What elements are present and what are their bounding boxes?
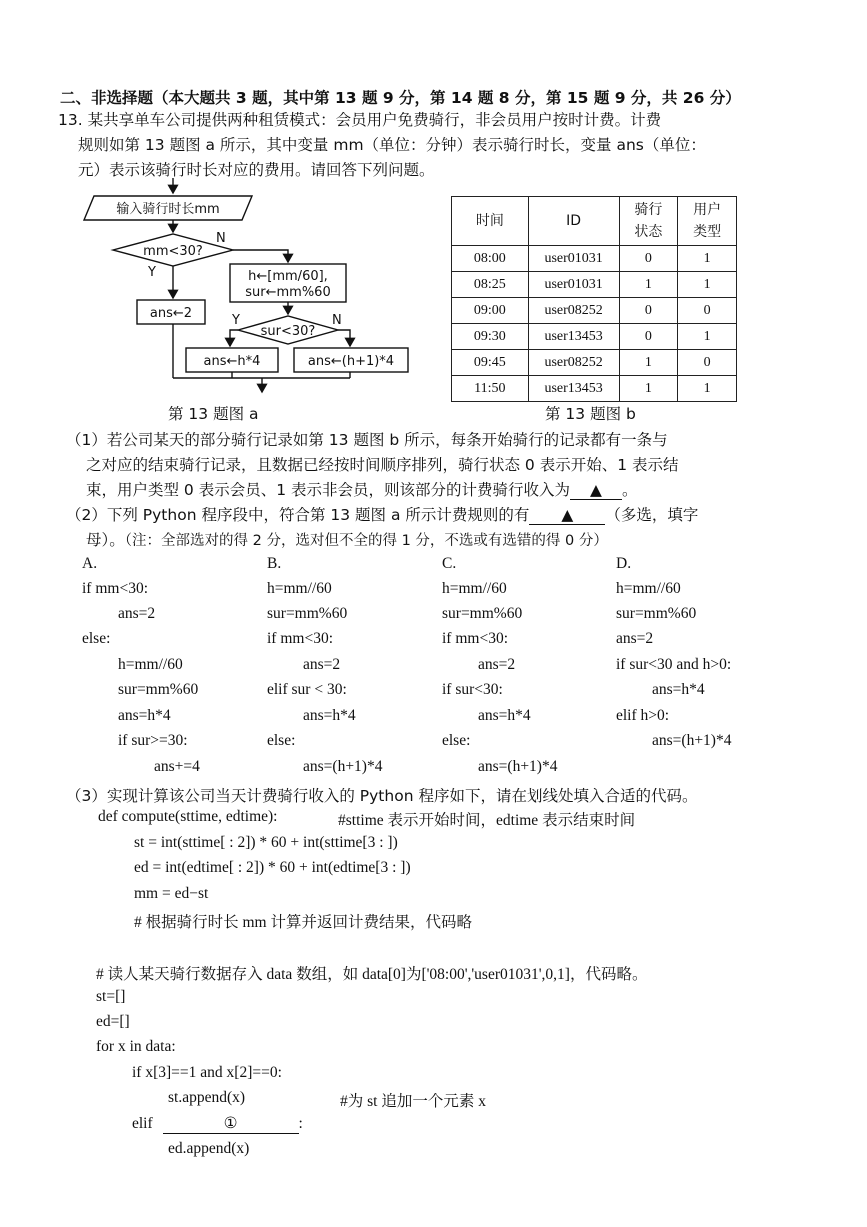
code-line: if x[3]==1 and x[2]==0: [132, 1064, 282, 1081]
ride-records-table [451, 196, 737, 402]
option-b-code-line: h=mm//60 [267, 580, 332, 597]
option-b-code-line: ans=(h+1)*4 [303, 758, 383, 775]
header-time: 时间 [452, 197, 529, 246]
part1-line3: 束，用户类型 0 表示会员、1 表示非会员，则该部分的计费骑行收入为 ▲ 。 [86, 481, 638, 499]
figure-b-caption: 第 13 题图 b [545, 405, 636, 423]
option-a-code-line: ans=2 [118, 605, 156, 622]
part1-answer-blank[interactable]: ▲ [570, 481, 622, 500]
header-user-type: 用户 类型 [678, 197, 737, 246]
option-b-code-line: ans=h*4 [303, 707, 356, 724]
flow-decision-2-text: sur<30? [260, 324, 316, 339]
code-comment-append: #为 st 追加一个元素 x [340, 1093, 486, 1110]
figure-a-caption: 第 13 题图 a [168, 405, 259, 423]
header-ride-status: 骑行 状态 [619, 197, 678, 246]
option-a-code-line: ans+=4 [154, 758, 200, 775]
option-c-code-line: ans=(h+1)*4 [478, 758, 558, 775]
flow-decision-1-text: mm<30? [143, 244, 203, 259]
part3-prompt: （3）实现计算该公司当天计费骑行收入的 Python 程序如下，请在划线处填入合适的代码。 [66, 787, 698, 805]
option-c-code-line: h=mm//60 [442, 580, 507, 597]
flow-process-line1: h←[mm/60], [248, 269, 328, 284]
option-b-code-line: elif sur < 30: [267, 681, 347, 698]
table-row: 09:00 user08252 0 0 [452, 298, 737, 324]
option-d-code-line: sur=mm%60 [616, 605, 697, 622]
code-line: st=[] [96, 988, 126, 1005]
option-c-code-line: ans=2 [478, 656, 516, 673]
code-line: for x in data: [96, 1038, 176, 1055]
part1-line1: （1）若公司某天的部分骑行记录如第 13 题图 b 所示，每条开始骑行的记录都有一条与 [66, 431, 668, 449]
code-ed-line: ed = int(edtime[ : 2]) * 60 + int(edtime[3 : ]) [134, 859, 411, 876]
option-c-label: C. [442, 555, 457, 572]
table-row: 09:45 user08252 1 0 [452, 350, 737, 376]
option-d-code-line: if sur<30 and h>0: [616, 656, 732, 673]
option-a-code-line: ans=h*4 [118, 707, 171, 724]
option-b-label: B. [267, 555, 282, 572]
table-row: 08:00 user01031 0 1 [452, 246, 737, 272]
q13-intro-line2: 规则如第 13 题图 a 所示，其中变量 mm（单位：分钟）表示骑行时长，变量 ans（单位： [78, 136, 706, 154]
code-blank-1[interactable]: ① [163, 1114, 299, 1134]
flow-assign-1-text: ans←2 [149, 306, 193, 321]
code-comment-1: # 根据骑行时长 mm 计算并返回计费结果，代码略 [134, 914, 472, 931]
option-b-code-line: ans=2 [303, 656, 341, 673]
option-d-label: D. [616, 555, 632, 572]
code-elif-line: elif ① : [132, 1115, 303, 1132]
flow-decision-1-yes-label: Y [148, 265, 156, 280]
header-id: ID [528, 197, 619, 246]
option-c-code-line: if mm<30: [442, 630, 509, 647]
option-d-code-line: ans=h*4 [652, 681, 705, 698]
option-d-code-line: ans=2 [616, 630, 654, 647]
option-b-code-line: if mm<30: [267, 630, 334, 647]
code-comment-2: # 读人某天骑行数据存入 data 数组，如 data[0]为['08:00','user01031',0,1]，代码略。 [96, 966, 648, 983]
table-row: 09:30 user13453 0 1 [452, 324, 737, 350]
option-c-code-line: ans=h*4 [478, 707, 531, 724]
option-c-code-line: if sur<30: [442, 681, 503, 698]
flow-assign-2-text: ans←h*4 [203, 354, 261, 369]
flow-assign-3-text: ans←(h+1)*4 [307, 354, 395, 369]
code-def-line: def compute(sttime, edtime): [98, 808, 278, 825]
flow-decision-2-no-label: N [332, 313, 342, 328]
option-c-code-line: sur=mm%60 [442, 605, 523, 622]
option-b-code-line: sur=mm%60 [267, 605, 348, 622]
q13-intro-line3: 元）表示该骑行时长对应的费用。请回答下列问题。 [78, 161, 435, 179]
option-c-code-line: else: [442, 732, 471, 749]
part1-line2: 之对应的结束骑行记录，且数据已经按时间顺序排列，骑行状态 0 表示开始、1 表示结 [86, 456, 679, 474]
table-header-row [452, 197, 737, 246]
option-d-code-line: ans=(h+1)*4 [652, 732, 732, 749]
flow-process-line2: sur←mm%60 [245, 285, 331, 300]
table-row: 11:50 user13453 1 1 [452, 376, 737, 402]
option-d-code-line: elif h>0: [616, 707, 670, 724]
code-line: ed=[] [96, 1013, 130, 1030]
flowchart-figure-a [80, 178, 430, 400]
part2-line1: （2）下列 Python 程序段中，符合第 13 题图 a 所示计费规则的有 ▲ （多选，填字 [66, 506, 699, 524]
table-row: 08:25 user01031 1 1 [452, 272, 737, 298]
flow-decision-2-yes-label: Y [232, 313, 240, 328]
part2-line2: 母）。（注：全部选对的得 2 分，选对但不全的得 1 分，不选或有选错的得 0 分） [86, 531, 608, 549]
code-st-line: st = int(sttime[ : 2]) * 60 + int(sttime[3 : ]) [134, 834, 398, 851]
q13-intro-line1: 13. 某共享单车公司提供两种租赁模式：会员用户免费骑行，非会员用户按时计费。计费 [58, 111, 662, 129]
code-line: st.append(x) [168, 1089, 246, 1106]
code-line: ed.append(x) [168, 1140, 250, 1157]
option-a-code-line: h=mm//60 [118, 656, 183, 673]
option-a-code-line: else: [82, 630, 111, 647]
option-d-code-line: h=mm//60 [616, 580, 681, 597]
option-b-code-line: else: [267, 732, 296, 749]
code-mm-line: mm = ed−st [134, 885, 209, 902]
section-header: 二、非选择题（本大题共 3 题，其中第 13 题 9 分，第 14 题 8 分，第 15 题 9 分，共 26 分） [60, 89, 741, 107]
option-a-label: A. [82, 555, 98, 572]
option-a-code-line: if sur>=30: [118, 732, 188, 749]
code-def-comment: #sttime 表示开始时间，edtime 表示结束时间 [338, 812, 636, 829]
flow-decision-1-no-label: N [216, 231, 226, 246]
part2-answer-blank[interactable]: ▲ [529, 506, 605, 525]
option-a-code-line: sur=mm%60 [118, 681, 199, 698]
option-a-code-line: if mm<30: [82, 580, 149, 597]
flow-input-text: 输入骑行时长mm [116, 202, 220, 217]
